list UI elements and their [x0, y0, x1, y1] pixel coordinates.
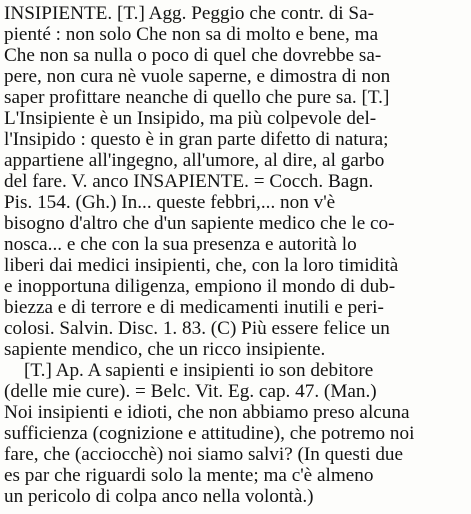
text-line-19: (delle mie cure). = Belc. Vit. Eg. cap. 47. (Man.) — [4, 381, 377, 402]
text-line-7: l'Insipido : questo è in gran parte difetto di natura; — [4, 129, 389, 150]
text-line-14: e inopportuna diligenza, empiono il mondo di dub- — [4, 276, 396, 297]
text-line-10: Pis. 154. (Gh.) In... queste febbri,... non v'è — [4, 192, 336, 213]
text-line-16: colosi. Salvin. Disc. 1. 83. (C) Più essere felice un — [4, 318, 390, 339]
text-line-6: L'Insipiente è un Insipido, ma più colpevole del- — [4, 108, 377, 129]
text-line-17: sapiente mendico, che un ricco insipiente. — [4, 339, 326, 360]
text-line-23: es par che riguardi solo la mente; ma c'è almeno — [4, 465, 374, 486]
text-line-24: un pericolo di colpa anco nella volontà.) — [4, 486, 314, 507]
text-line-18: [T.] Ap. A sapienti e insipienti io son debitore — [24, 360, 374, 381]
text-line-20: Noi insipienti e idioti, che non abbiamo preso alcuna — [4, 402, 410, 423]
text-line-3: Che non sa nulla o poco di quel che dovrebbe sa- — [4, 45, 382, 66]
text-line-9: del fare. V. anco INSAPIENTE. = Cocch. Bagn. — [4, 171, 374, 192]
text-line-5: saper profittare neanche di quello che pure sa. [T.] — [4, 87, 390, 108]
text-line-12: nosca... e che con la sua presenza e autorità lo — [4, 234, 357, 255]
text-line-2: pienté : non solo Che non sa di molto e bene, ma — [4, 24, 379, 45]
text-line-21: sufficienza (cognizione e attitudine), che potremo noi — [4, 423, 415, 444]
text-line-22: fare, che (acciocchè) noi siamo salvi? (In questi due — [4, 444, 404, 465]
text-line-8: appartiene all'ingegno, all'umore, al dire, al garbo — [4, 150, 385, 171]
text-line-13: liberi dai medici insipienti, che, con la loro timidità — [4, 255, 399, 276]
text-line-11: bisogno d'altro che d'un sapiente medico che le co- — [4, 213, 395, 234]
text-line-1: INSIPIENTE. [T.] Agg. Peggio che contr. di Sa- — [4, 3, 375, 24]
text-line-4: pere, non cura nè vuole saperne, e dimostra di non — [4, 66, 391, 87]
text-line-15: biezza e di terrore e di medicamenti inutili e peri- — [4, 297, 384, 318]
